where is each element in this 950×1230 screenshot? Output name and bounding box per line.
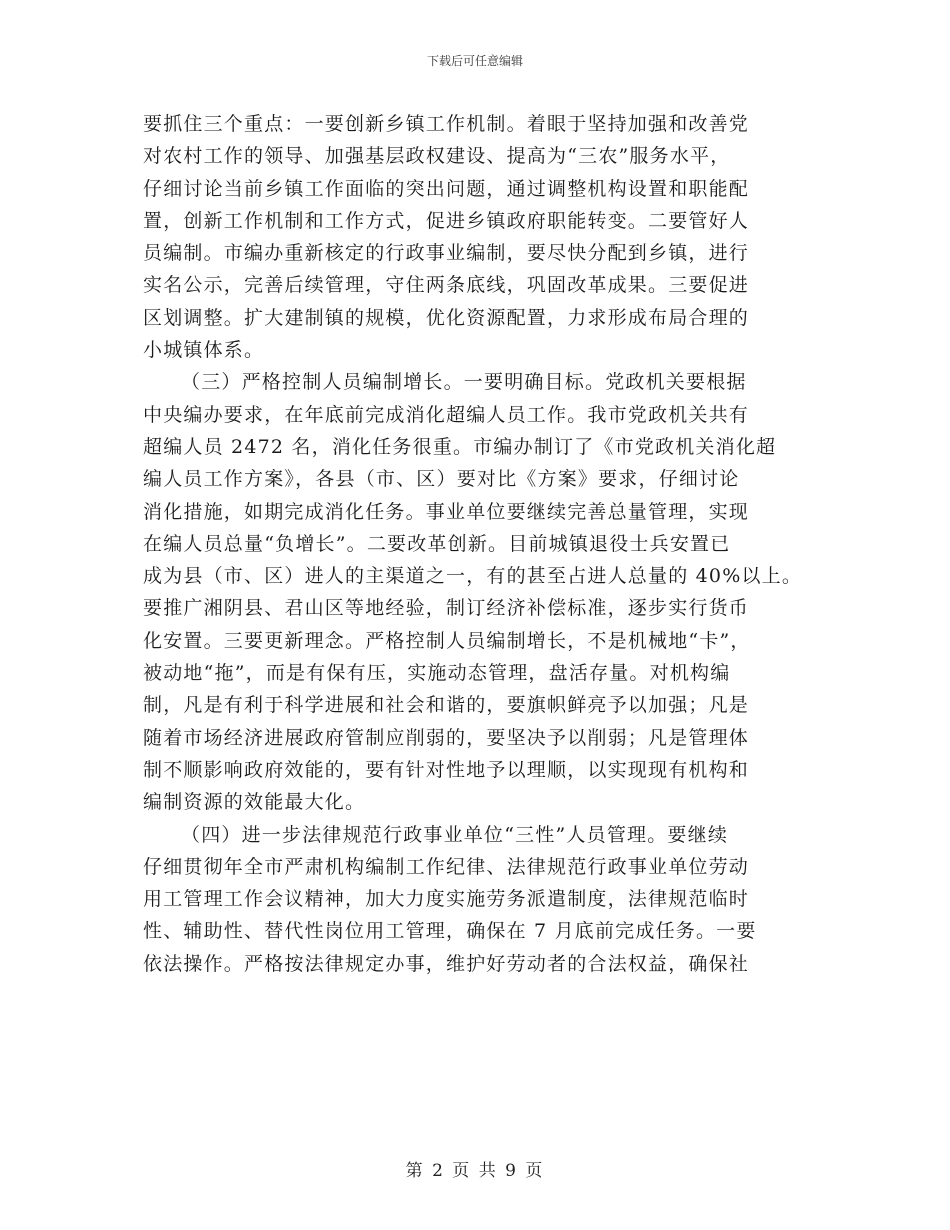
text-line: 区划调整。扩大建制镇的规模，优化资源配置，力求形成布局合理的 bbox=[143, 306, 750, 329]
text-line: 用工管理工作会议精神，加大力度实施劳务派遣制度，法律规范临时 bbox=[143, 888, 750, 911]
text-line: 仔细贯彻年全市严肃机构编制工作纪律、法律规范行政事业单位劳动 bbox=[143, 855, 750, 878]
text-line: 仔细讨论当前乡镇工作面临的突出问题，通过调整机构设置和职能配 bbox=[143, 177, 750, 200]
text-line: 实名公示，完善后续管理，守住两条底线，巩固改革成果。三要促进 bbox=[143, 274, 750, 297]
text-line: 员编制。市编办重新核定的行政事业编制，要尽快分配到乡镇，进行 bbox=[143, 242, 750, 265]
text-line: 编制资源的效能最大化。 bbox=[143, 791, 366, 814]
text-line: 要推广湘阴县、君山区等地经验，制订经济补偿标准，逐步实行货币 bbox=[143, 597, 750, 620]
document-body bbox=[143, 108, 863, 980]
text-line: （四）进一步法律规范行政事业单位“三性”人员管理。要继续 bbox=[181, 823, 729, 846]
text-line: 制不顺影响政府效能的，要有针对性地予以理顺，以实现现有机构和 bbox=[143, 758, 750, 781]
text-line: 消化措施，如期完成消化任务。事业单位要继续完善总量管理，实现 bbox=[143, 500, 750, 523]
text-line: 成为县（市、区）进人的主渠道之一，有的甚至占进人总量的 40%以上。 bbox=[143, 565, 803, 588]
text-line: 中央编办要求，在年底前完成消化超编人员工作。我市党政机关共有 bbox=[143, 403, 750, 426]
page-header: 下载后可任意编辑 bbox=[426, 54, 523, 68]
text-line: 置，创新工作机制和工作方式，促进乡镇政府职能转变。二要管好人 bbox=[143, 209, 750, 232]
text-line: 被动地“拖”，而是有保有压，实施动态管理，盘活存量。对机构编 bbox=[143, 662, 731, 685]
text-line: 化安置。三要更新理念。严格控制人员编制增长，不是机械地“卡”， bbox=[143, 629, 751, 652]
text-line: 对农村工作的领导、加强基层政权建设、提高为“三农”服务水平， bbox=[143, 145, 731, 168]
text-line: 超编人员 2472 名，消化任务很重。市编办制订了《市党政机关消化超 bbox=[143, 435, 777, 458]
text-line: 要抓住三个重点：一要创新乡镇工作机制。着眼于坚持加强和改善党 bbox=[143, 113, 750, 135]
text-line: 小城镇体系。 bbox=[143, 339, 265, 362]
text-line: 随着市场经济进展政府管制应削弱的，要坚决予以削弱；凡是管理体 bbox=[143, 726, 750, 749]
page-footer: 第 2 页 共 9 页 bbox=[405, 1161, 545, 1181]
text-line: 性、辅助性、替代性岗位用工管理，确保在 7 月底前完成任务。一要 bbox=[143, 920, 757, 943]
text-line: 在编人员总量“负增长”。二要改革创新。目前城镇退役士兵安置已 bbox=[143, 532, 731, 555]
text-line: 制，凡是有利于科学进展和社会和谐的，要旗帜鲜亮予以加强；凡是 bbox=[143, 694, 750, 717]
text-line: 依法操作。严格按法律规定办事，维护好劳动者的合法权益，确保社 bbox=[143, 952, 750, 975]
text-line: 编人员工作方案》，各县（市、区）要对比《方案》要求，仔细讨论 bbox=[143, 468, 740, 491]
text-line: （三）严格控制人员编制增长。一要明确目标。党政机关要根据 bbox=[181, 371, 747, 394]
